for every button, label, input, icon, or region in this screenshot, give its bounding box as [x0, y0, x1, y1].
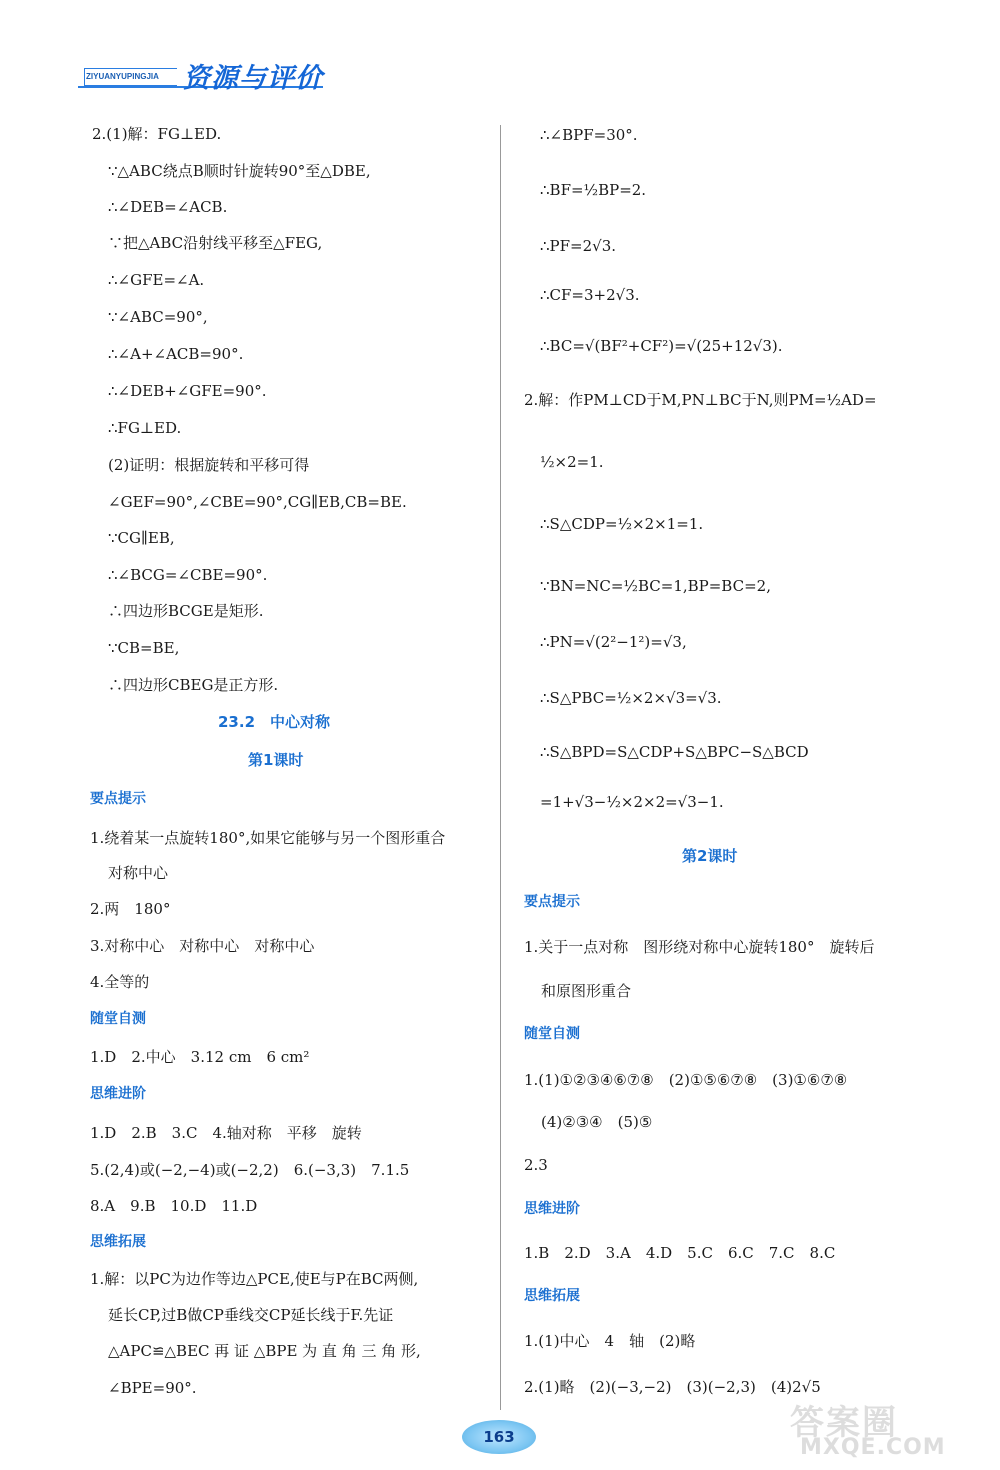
left-text-line: 延长CP,过B做CP垂线交CP延长线于F.先证: [108, 1306, 394, 1324]
left-text-line: 1.D 2.B 3.C 4.轴对称 平移 旋转: [90, 1124, 362, 1142]
right-text-line: 2.(1)略 (2)(−3,−2) (3)(−2,3) (4)2√5: [524, 1378, 821, 1396]
left-text-line: ∠BPE=90°.: [108, 1379, 197, 1397]
right-text-line: ∴S△CDP=½×2×1=1.: [540, 515, 704, 533]
left-text-line: 8.A 9.B 10.D 11.D: [90, 1197, 258, 1215]
left-text-line: ∴∠DEB=∠ACB.: [108, 198, 228, 216]
watermark: [760, 1395, 990, 1465]
left-text-line: ∴四边形CBEG是正方形.: [108, 676, 279, 694]
left-text-line: ∴FG⊥ED.: [108, 419, 182, 437]
section-heading: 要点提示: [524, 894, 580, 910]
left-text-line: ∵△ABC绕点B顺时针旋转90°至△DBE,: [108, 162, 371, 180]
left-text-line: 5.(2,4)或(−2,−4)或(−2,2) 6.(−3,3) 7.1.5: [90, 1161, 410, 1179]
right-text-line: 1.(1)中心 4 轴 (2)略: [524, 1332, 696, 1350]
right-text-line: ∴S△PBC=½×2×√3=√3.: [540, 689, 722, 707]
left-text-line: △APC≌△BEC 再 证 △BPE 为 直 角 三 角 形,: [108, 1342, 421, 1360]
right-text-line: 2.3: [524, 1156, 548, 1174]
left-text-line: 3.对称中心 对称中心 对称中心: [90, 937, 315, 955]
right-text-line: ∴BF=½BP=2.: [540, 181, 647, 199]
left-text-line: 2.两 180°: [90, 900, 171, 918]
right-text-line: ∴S△BPD=S△CDP+S△BPC−S△BCD: [540, 743, 809, 761]
left-text-line: 1.解：以PC为边作等边△PCE,使E与P在BC两侧,: [90, 1270, 419, 1288]
left-text-line: ∴四边形BCGE是矩形.: [108, 602, 264, 620]
left-text-line: ∠GEF=90°,∠CBE=90°,CG∥EB,CB=BE.: [108, 493, 407, 511]
header-logo: [78, 52, 338, 100]
section-heading: 随堂自测: [524, 1026, 580, 1042]
section-title: 23.2 中心对称: [218, 713, 331, 731]
left-text-line: ∴∠A+∠ACB=90°.: [108, 345, 244, 363]
right-text-line: (4)②③④ (5)⑤: [541, 1113, 653, 1131]
left-text-line: ∴∠DEB+∠GFE=90°.: [108, 382, 267, 400]
right-text-line: =1+√3−½×2×2=√3−1.: [540, 793, 724, 811]
section-title: 第1课时: [248, 751, 304, 769]
right-text-line: 1.关于一点对称 图形绕对称中心旋转180° 旋转后: [524, 938, 875, 956]
left-text-line: ∵∠ABC=90°,: [108, 308, 208, 326]
left-text-line: (2)证明：根据旋转和平移可得: [108, 456, 310, 474]
right-text-line: ∴PN=√(2²−1²)=√3,: [540, 633, 687, 651]
column-divider: [500, 125, 501, 1410]
left-text-line: ∵CG∥EB,: [108, 529, 175, 547]
page-number: 163: [462, 1420, 536, 1454]
right-text-line: ∴PF=2√3.: [540, 237, 617, 255]
right-text-line: ∵BN=NC=½BC=1,BP=BC=2,: [540, 577, 771, 595]
left-text-line: ∵CB=BE,: [108, 639, 180, 657]
right-text-line: ∴∠BPF=30°.: [540, 126, 638, 144]
left-text-line: 1.绕着某一点旋转180°,如果它能够与另一个图形重合: [90, 829, 446, 847]
left-text-line: 2.(1)解：FG⊥ED.: [92, 125, 222, 143]
header-pinyin: ZIYUANYUPINGJIA: [86, 72, 159, 81]
header-title: 资源与评价: [183, 63, 323, 94]
left-text-line: ∴∠BCG=∠CBE=90°.: [108, 566, 268, 584]
section-heading: 思维进阶: [90, 1086, 146, 1102]
right-text-line: 1.B 2.D 3.A 4.D 5.C 6.C 7.C 8.C: [524, 1244, 836, 1262]
section-heading: 思维进阶: [524, 1201, 580, 1217]
right-text-line: 1.(1)①②③④⑥⑦⑧ (2)①⑤⑥⑦⑧ (3)①⑥⑦⑧: [524, 1071, 848, 1089]
right-text-line: 2.解：作PM⊥CD于M,PN⊥BC于N,则PM=½AD=: [524, 391, 877, 409]
right-text-line: 和原图形重合: [541, 982, 632, 1000]
left-text-line: 1.D 2.中心 3.12 cm 6 cm²: [90, 1048, 310, 1066]
left-text-line: ∴∠GFE=∠A.: [108, 271, 205, 289]
section-heading: 思维拓展: [524, 1288, 580, 1304]
left-text-line: ∵把△ABC沿射线平移至△FEG,: [108, 234, 323, 252]
section-heading: 思维拓展: [90, 1234, 146, 1250]
right-text-line: ∴BC=√(BF²+CF²)=√(25+12√3).: [540, 337, 783, 355]
section-heading: 要点提示: [90, 791, 146, 807]
left-text-line: 4.全等的: [90, 973, 150, 991]
watermark-text: 答案圈: [790, 1403, 898, 1443]
right-text-line: ∴CF=3+2√3.: [540, 286, 640, 304]
left-text-line: 对称中心: [108, 864, 169, 882]
section-heading: 随堂自测: [90, 1011, 146, 1027]
watermark-url: MXQE.COM: [800, 1435, 946, 1460]
section-title: 第2课时: [682, 847, 738, 865]
right-text-line: ½×2=1.: [540, 453, 604, 471]
